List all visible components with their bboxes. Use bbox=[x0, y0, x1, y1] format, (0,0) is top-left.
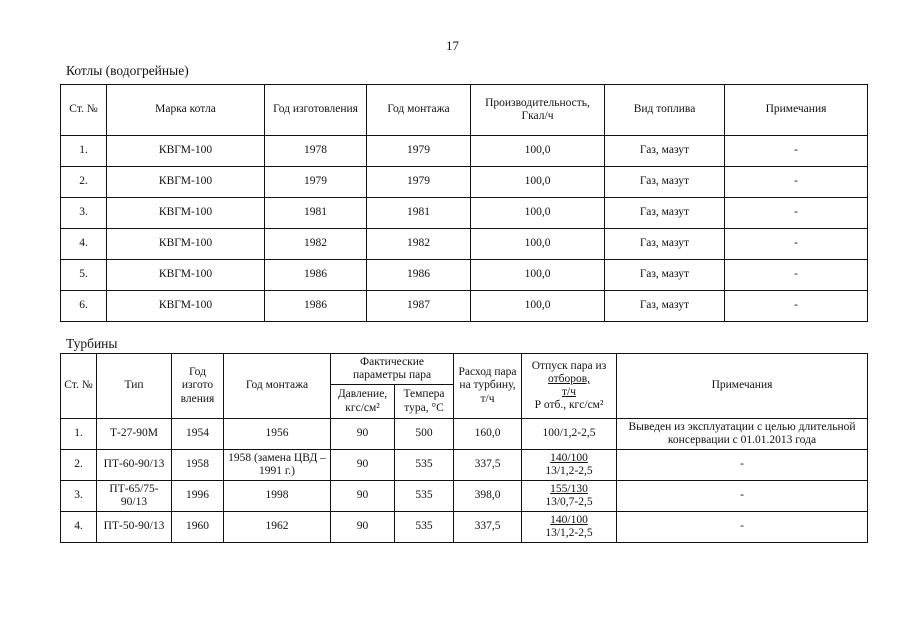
cell-pressure: 90 bbox=[331, 481, 395, 512]
table-row bbox=[61, 512, 868, 543]
cell-year-made: 1979 bbox=[265, 167, 367, 198]
cell-type: Т-27-90М bbox=[97, 419, 172, 450]
cell-notes: - bbox=[617, 481, 868, 512]
turbines-table bbox=[60, 353, 868, 543]
extraction-top: 155/130 bbox=[550, 482, 588, 495]
cell-capacity: 100,0 bbox=[471, 229, 605, 260]
cell-year-install: 1979 bbox=[367, 136, 471, 167]
cell-flow: 160,0 bbox=[454, 419, 522, 450]
cell-capacity: 100,0 bbox=[471, 260, 605, 291]
cell-pressure: 90 bbox=[331, 512, 395, 543]
table-row bbox=[61, 136, 868, 167]
cell-year-install: 1982 bbox=[367, 229, 471, 260]
cell-extraction bbox=[522, 512, 617, 543]
boilers-header-row bbox=[61, 85, 868, 136]
cell-extraction bbox=[522, 481, 617, 512]
turbines-title: Турбины bbox=[66, 336, 118, 351]
extraction-line1-underlined: отборов, bbox=[547, 372, 591, 385]
cell-extraction bbox=[522, 419, 617, 450]
cell-fuel: Газ, мазут bbox=[605, 198, 725, 229]
cell-temperature: 535 bbox=[395, 512, 454, 543]
cell-year-install: 1986 bbox=[367, 260, 471, 291]
cell-year-install: 1962 bbox=[224, 512, 331, 543]
header-capacity: Производительность, Гкал/ч bbox=[471, 85, 605, 136]
cell-station-no: 2. bbox=[61, 450, 97, 481]
cell-capacity: 100,0 bbox=[471, 198, 605, 229]
cell-station-no: 2. bbox=[61, 167, 107, 198]
cell-notes: - bbox=[725, 260, 868, 291]
cell-station-no: 4. bbox=[61, 512, 97, 543]
header-year-made: Год изготовления bbox=[265, 85, 367, 136]
cell-type: ПТ-50-90/13 bbox=[97, 512, 172, 543]
cell-model: КВГМ-100 bbox=[107, 136, 265, 167]
header-notes: Примечания bbox=[725, 85, 868, 136]
boilers-title: Котлы (водогрейные) bbox=[66, 63, 189, 78]
table-row bbox=[61, 198, 868, 229]
cell-model: КВГМ-100 bbox=[107, 198, 265, 229]
cell-fuel: Газ, мазут bbox=[605, 229, 725, 260]
cell-temperature: 500 bbox=[395, 419, 454, 450]
cell-year-install: 1987 bbox=[367, 291, 471, 322]
table-row bbox=[61, 481, 868, 512]
cell-year-made: 1954 bbox=[172, 419, 224, 450]
cell-capacity: 100,0 bbox=[471, 136, 605, 167]
cell-notes: - bbox=[725, 291, 868, 322]
extraction-bottom: 13/1,2-2,5 bbox=[545, 465, 593, 477]
table-row bbox=[61, 229, 868, 260]
table-row bbox=[61, 419, 868, 450]
cell-station-no: 1. bbox=[61, 136, 107, 167]
cell-station-no: 3. bbox=[61, 481, 97, 512]
cell-flow: 398,0 bbox=[454, 481, 522, 512]
cell-model: КВГМ-100 bbox=[107, 260, 265, 291]
cell-notes: - bbox=[725, 167, 868, 198]
cell-notes: - bbox=[617, 450, 868, 481]
cell-type: ПТ-65/75-90/13 bbox=[97, 481, 172, 512]
extraction-top: 140/100 bbox=[550, 513, 588, 526]
cell-year-made: 1978 bbox=[265, 136, 367, 167]
cell-notes: - bbox=[725, 229, 868, 260]
header-steam-flow: Расход пара на турбину, т/ч bbox=[454, 354, 522, 419]
cell-year-made: 1981 bbox=[265, 198, 367, 229]
extraction-line2: т/ч bbox=[561, 386, 576, 398]
cell-year-made: 1960 bbox=[172, 512, 224, 543]
cell-temperature: 535 bbox=[395, 450, 454, 481]
header-year-install: Год монтажа bbox=[224, 354, 331, 419]
cell-flow: 337,5 bbox=[454, 450, 522, 481]
page-number: 17 bbox=[446, 38, 459, 53]
cell-station-no: 4. bbox=[61, 229, 107, 260]
cell-model: КВГМ-100 bbox=[107, 167, 265, 198]
table-row bbox=[61, 167, 868, 198]
cell-temperature: 535 bbox=[395, 481, 454, 512]
table-row bbox=[61, 291, 868, 322]
header-steam-params: Фактические параметры пара bbox=[331, 354, 454, 385]
extraction-bottom: 13/0,7-2,5 bbox=[545, 496, 593, 508]
cell-notes: Выведен из эксплуатации с целью длительной консервации с 01.01.2013 года bbox=[617, 419, 868, 450]
cell-station-no: 5. bbox=[61, 260, 107, 291]
header-temperature: Темпера тура, °С bbox=[395, 385, 454, 419]
turbines-header-row bbox=[61, 354, 868, 385]
cell-year-install: 1956 bbox=[224, 419, 331, 450]
extraction-bottom: 13/1,2-2,5 bbox=[545, 527, 593, 539]
header-station-no: Ст. № bbox=[61, 85, 107, 136]
cell-station-no: 6. bbox=[61, 291, 107, 322]
cell-year-made: 1982 bbox=[265, 229, 367, 260]
cell-pressure: 90 bbox=[331, 450, 395, 481]
boilers-table bbox=[60, 84, 868, 322]
table-row bbox=[61, 450, 868, 481]
cell-type: ПТ-60-90/13 bbox=[97, 450, 172, 481]
cell-model: КВГМ-100 bbox=[107, 229, 265, 260]
cell-capacity: 100,0 bbox=[471, 291, 605, 322]
cell-notes: - bbox=[725, 136, 868, 167]
header-fuel: Вид топлива bbox=[605, 85, 725, 136]
cell-year-install: 1958 (замена ЦВД – 1991 г.) bbox=[224, 450, 331, 481]
table-row bbox=[61, 260, 868, 291]
extraction-top: 140/100 bbox=[550, 451, 588, 464]
cell-notes: - bbox=[725, 198, 868, 229]
cell-fuel: Газ, мазут bbox=[605, 136, 725, 167]
cell-fuel: Газ, мазут bbox=[605, 260, 725, 291]
cell-model: КВГМ-100 bbox=[107, 291, 265, 322]
cell-year-made: 1996 bbox=[172, 481, 224, 512]
header-station-no: Ст. № bbox=[61, 354, 97, 419]
header-pressure: Давление, кгс/см² bbox=[331, 385, 395, 419]
cell-notes: - bbox=[617, 512, 868, 543]
cell-year-made: 1986 bbox=[265, 260, 367, 291]
cell-year-made: 1958 bbox=[172, 450, 224, 481]
cell-year-install: 1998 bbox=[224, 481, 331, 512]
header-extraction bbox=[522, 354, 617, 419]
header-year-made: Год изгото вления bbox=[172, 354, 224, 419]
cell-capacity: 100,0 bbox=[471, 167, 605, 198]
cell-fuel: Газ, мазут bbox=[605, 291, 725, 322]
extraction-line1-text: Отпуск пара из bbox=[531, 359, 607, 372]
cell-fuel: Газ, мазут bbox=[605, 167, 725, 198]
extraction-line3: Р отб., кгс/см² bbox=[534, 399, 604, 412]
cell-flow: 337,5 bbox=[454, 512, 522, 543]
cell-year-install: 1981 bbox=[367, 198, 471, 229]
header-boiler-model: Марка котла bbox=[107, 85, 265, 136]
cell-extraction bbox=[522, 450, 617, 481]
cell-station-no: 3. bbox=[61, 198, 107, 229]
extraction-top: 100/1,2-2,5 bbox=[542, 427, 596, 440]
cell-year-install: 1979 bbox=[367, 167, 471, 198]
header-year-install: Год монтажа bbox=[367, 85, 471, 136]
cell-pressure: 90 bbox=[331, 419, 395, 450]
header-type: Тип bbox=[97, 354, 172, 419]
cell-year-made: 1986 bbox=[265, 291, 367, 322]
header-notes: Примечания bbox=[617, 354, 868, 419]
cell-station-no: 1. bbox=[61, 419, 97, 450]
